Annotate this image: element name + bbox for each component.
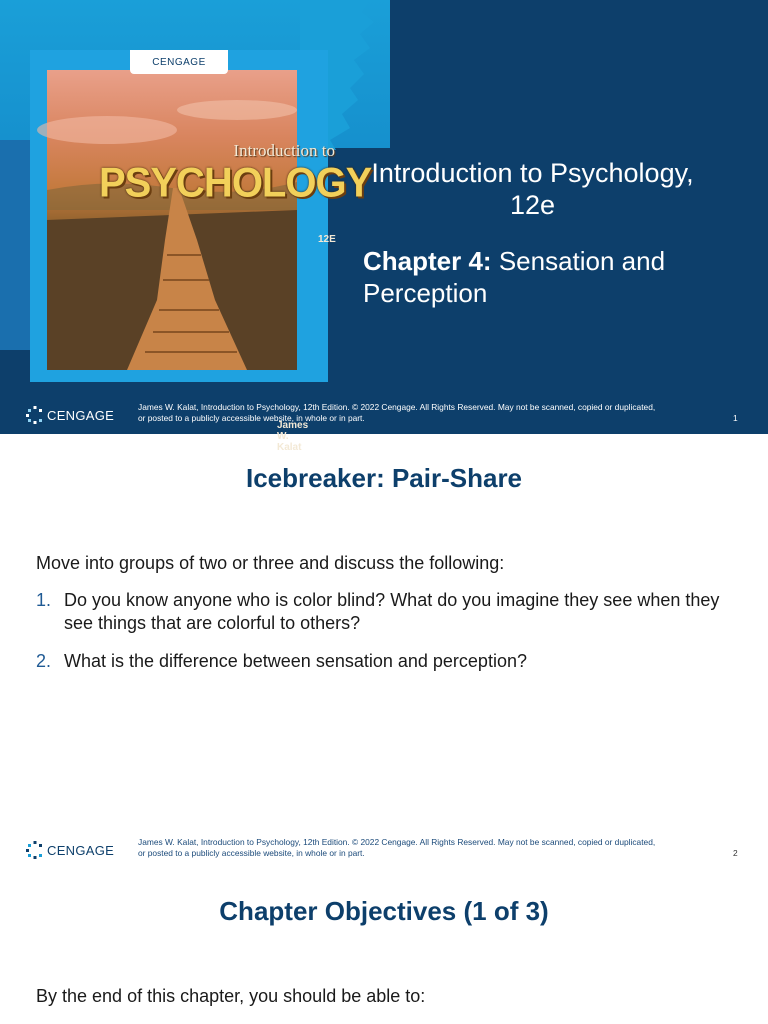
cover-edition: 12E — [318, 234, 336, 245]
cengage-logo-text: CENGAGE — [47, 407, 115, 423]
list-item-text: Do you know anyone who is color blind? What do you imagine they see when they see things that are colorful to others? — [64, 590, 720, 633]
list-item — [36, 589, 736, 635]
cover-title-line2: PSYCHOLOGY — [99, 159, 372, 207]
title-slide — [0, 0, 768, 453]
chapter-title-line1: Sensation and — [498, 246, 666, 276]
cengage-logo — [26, 841, 114, 859]
slide2-intro: Move into groups of two or three and discuss the following: — [36, 553, 505, 573]
book-cover-landscape — [47, 70, 297, 370]
copyright-line2: or posted to a publicly accessible website, in whole or in part. — [138, 848, 365, 858]
presentation-title-line2: 12e — [509, 190, 556, 220]
page-number: 2 — [733, 848, 738, 858]
list-item — [36, 650, 736, 673]
cengage-logo-icon — [26, 406, 44, 424]
discussion-list — [36, 589, 736, 688]
list-item-text: What is the difference between sensation and perception? — [64, 651, 527, 671]
chapter-title-line2: Perception — [363, 278, 488, 308]
cover-author: James W. Kalat — [277, 420, 309, 453]
cover-logo-text: CENGAGE — [152, 56, 206, 68]
copyright-notice — [138, 837, 698, 859]
cengage-logo-text: CENGAGE — [47, 842, 115, 858]
slide1-footer — [0, 400, 768, 434]
chapter-heading — [363, 245, 743, 309]
copyright-line2: or posted to a publicly accessible website, in whole or in part. — [138, 413, 365, 423]
copyright-notice — [138, 402, 698, 424]
presentation-title — [355, 157, 710, 221]
cengage-logo-icon — [26, 841, 44, 859]
chapter-label: Chapter 4: — [363, 246, 492, 276]
presentation-title-line1: Introduction to Psychology, — [371, 158, 694, 188]
list-item-number: 1. — [36, 590, 52, 610]
cengage-logo — [26, 406, 114, 424]
slide3-heading: Chapter Objectives (1 of 3) — [219, 896, 549, 926]
page-number: 1 — [733, 413, 738, 423]
slide3-intro: By the end of this chapter, you should be able to: — [36, 986, 426, 1006]
slide2-footer — [0, 835, 768, 869]
copyright-line1: James W. Kalat, Introduction to Psychology, 12th Edition. © 2022 Cengage. All Rights Reserved. May not be scanned, copied or duplicated, — [138, 402, 656, 412]
copyright-line1: James W. Kalat, Introduction to Psychology, 12th Edition. © 2022 Cengage. All Rights Reserved. May not be scanned, copied or duplicated, — [138, 837, 656, 847]
slide2-heading: Icebreaker: Pair-Share — [245, 463, 523, 493]
cover-title-line1: Introduction to — [233, 141, 335, 160]
list-item-number: 2. — [36, 651, 52, 671]
cover-publisher-logo — [130, 50, 228, 74]
